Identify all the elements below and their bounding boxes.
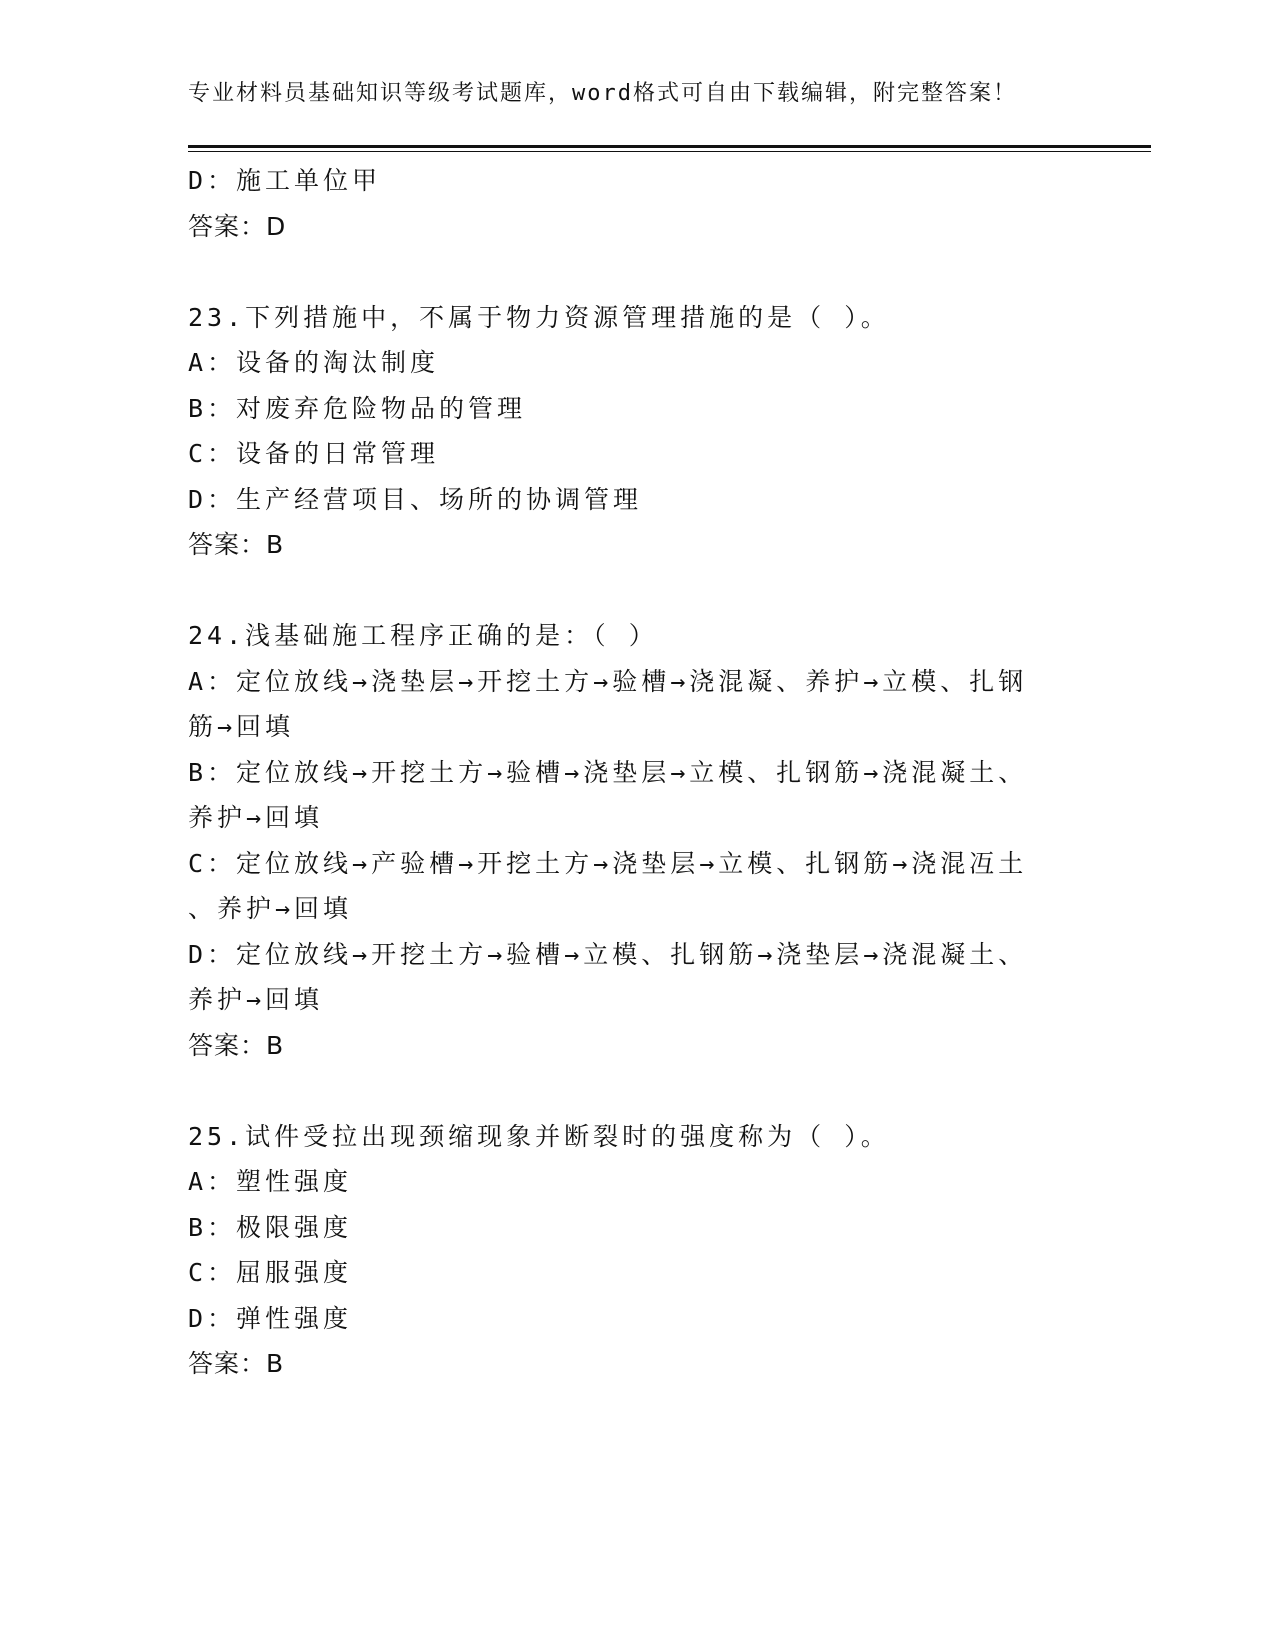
question-24-option-c-line1: C：定位放线→产验槽→开挖土方→浇垫层→立模、扎钢筋→浇混冱土: [188, 848, 1028, 878]
spacer: [188, 249, 1088, 295]
spacer: [188, 568, 1088, 614]
question-24-option-d-line1: D：定位放线→开挖土方→验槽→立模、扎钢筋→浇垫层→浇混凝土、: [188, 939, 1028, 969]
question-24-option-a-line2: 筋→回填: [188, 712, 295, 741]
question-23-stem: 23.下列措施中，不属于物力资源管理措施的是（ ）。: [188, 302, 890, 332]
question-content: [188, 158, 1088, 1387]
question-23-option-c: C：设备的日常管理: [188, 439, 440, 468]
page-header: 专业材料员基础知识等级考试题库，word格式可自由下载编辑，附完整答案！: [188, 81, 1017, 106]
question-23-option-b: B：对废弃危险物品的管理: [188, 393, 527, 423]
prev-option-d: D：施工单位甲: [188, 166, 382, 195]
question-24-option-d-line2: 养护→回填: [188, 985, 324, 1014]
prev-answer: 答案：D: [188, 211, 287, 241]
question-23-option-a: A：设备的淘汰制度: [188, 348, 440, 377]
spacer: [188, 1068, 1088, 1114]
header-rule-thick: [188, 145, 1151, 148]
question-24-option-c-line2: 、养护→回填: [188, 894, 353, 923]
question-25-option-a: A：塑性强度: [188, 1167, 353, 1196]
question-24-option-b-line2: 养护→回填: [188, 803, 324, 832]
question-24-answer: 答案：B: [188, 1030, 285, 1060]
question-25-option-b: B：极限强度: [188, 1212, 353, 1242]
question-24-option-a-line1: A：定位放线→浇垫层→开挖土方→验槽→浇混凝、养护→立模、扎钢: [188, 666, 1028, 696]
header-rule-thin: [188, 151, 1151, 152]
question-24-stem: 24.浅基础施工程序正确的是：（ ）: [188, 621, 658, 650]
question-25-option-d: D：弹性强度: [188, 1303, 353, 1333]
question-25-stem: 25.试件受拉出现颈缩现象并断裂时的强度称为（ ）。: [188, 1121, 890, 1151]
question-24-option-b-line1: B：定位放线→开挖土方→验槽→浇垫层→立模、扎钢筋→浇混凝土、: [188, 757, 1028, 787]
question-25-answer: 答案：B: [188, 1349, 285, 1378]
question-23-answer: 答案：B: [188, 530, 285, 559]
question-25-option-c: C：屈服强度: [188, 1258, 353, 1287]
question-23-option-d: D：生产经营项目、场所的协调管理: [188, 484, 643, 514]
